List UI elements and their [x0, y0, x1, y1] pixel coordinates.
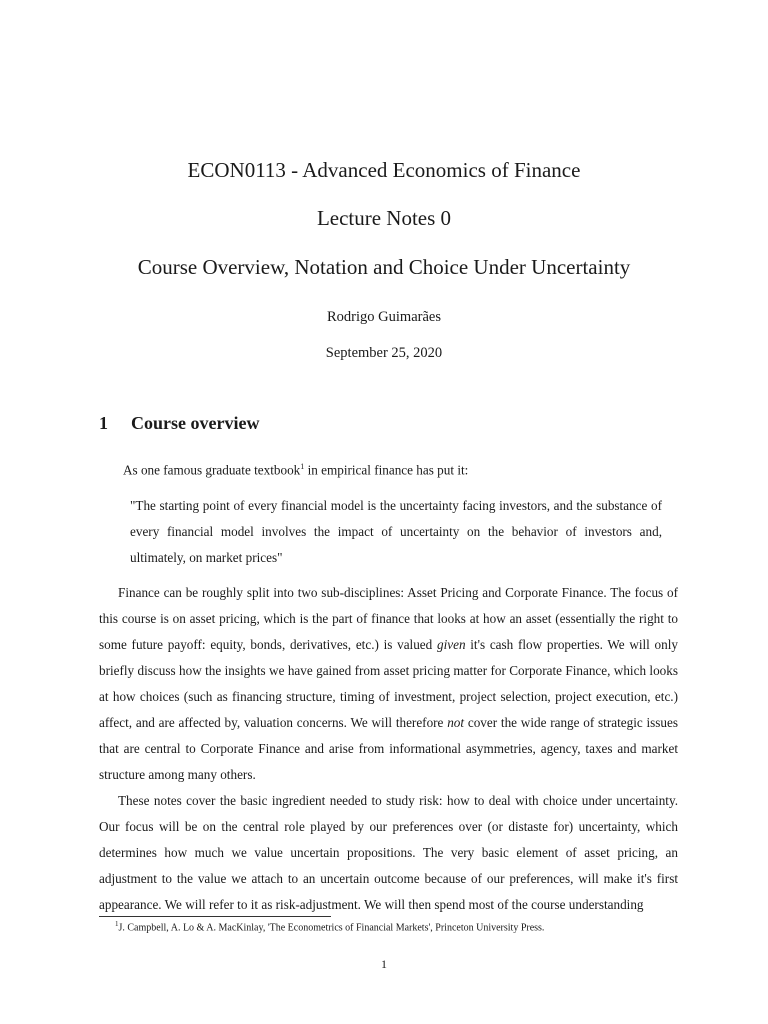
para1-text-2: it's cash flow properties. We will only briefly discuss how the insights we have gained from asset pricing matter for Corporate Finance, which looks at how choices (such as financing structure, timing of investment, project selection, project execution, etc.) affect, and are affected by, valuation concerns. We will therefore: [99, 637, 678, 730]
intro-text-after: in empirical finance has put it:: [304, 462, 469, 478]
footnote: [115, 920, 544, 933]
para1-text-1: Finance can be roughly split into two sub-disciplines: Asset Pricing and Corporate Finance. The focus of this course is on asset pricing, which is the part of finance that looks at how an asset (essentially the right to some future payoff: equity, bonds, derivatives, etc.) is valued: [99, 585, 678, 652]
lecture-topic: Course Overview, Notation and Choice Under Uncertainty: [137, 255, 631, 279]
lecture-label: Lecture Notes 0: [316, 206, 452, 230]
footnote-text: J. Campbell, A. Lo & A. MacKinlay, 'The Econometrics of Financial Markets', Princeton University Press.: [118, 922, 545, 934]
footnote-divider: [99, 916, 331, 917]
section-title: Course overview: [131, 413, 260, 433]
block-quote: "The starting point of every financial model is the uncertainty facing investors, and the substance of every financial model involves the impact of uncertainty on the behavior of investors and, ultimately, on market prices": [130, 498, 662, 565]
footnote-mark: 1: [115, 920, 119, 928]
intro-sentence: [123, 454, 683, 483]
para1-emphasis-not: not: [447, 715, 465, 730]
paragraph-finance-overview: [99, 580, 678, 788]
para1-text-3: cover the wide range of strategic issues that are central to Corporate Finance and arise from informational asymmetries, agency, taxes and market structure among many others.: [99, 715, 679, 782]
intro-text-before: As one famous graduate textbook: [123, 462, 301, 478]
author-name: Rodrigo Guimarães: [327, 309, 441, 325]
page-number: 1: [381, 957, 387, 971]
footnote-reference[interactable]: 1: [300, 462, 305, 471]
course-title: ECON0113 - Advanced Economics of Finance: [187, 158, 581, 182]
para1-emphasis-given: given: [436, 637, 466, 652]
paragraph-risk: These notes cover the basic ingredient needed to study risk: how to deal with choice under uncertainty. Our focus will be on the central role played by our preferences over (or distaste for) uncertainty, which determines how much we value uncertain propositions. The very basic element of asset pricing, an adjustment to the value we attach to an uncertain outcome because of our preferences, will make it's first appearance. We will refer to it as risk-adjustment. We will then spend most of the course understanding: [99, 793, 678, 912]
section-number: 1: [99, 413, 108, 433]
section-heading: [99, 413, 259, 434]
document-date: September 25, 2020: [325, 345, 443, 361]
